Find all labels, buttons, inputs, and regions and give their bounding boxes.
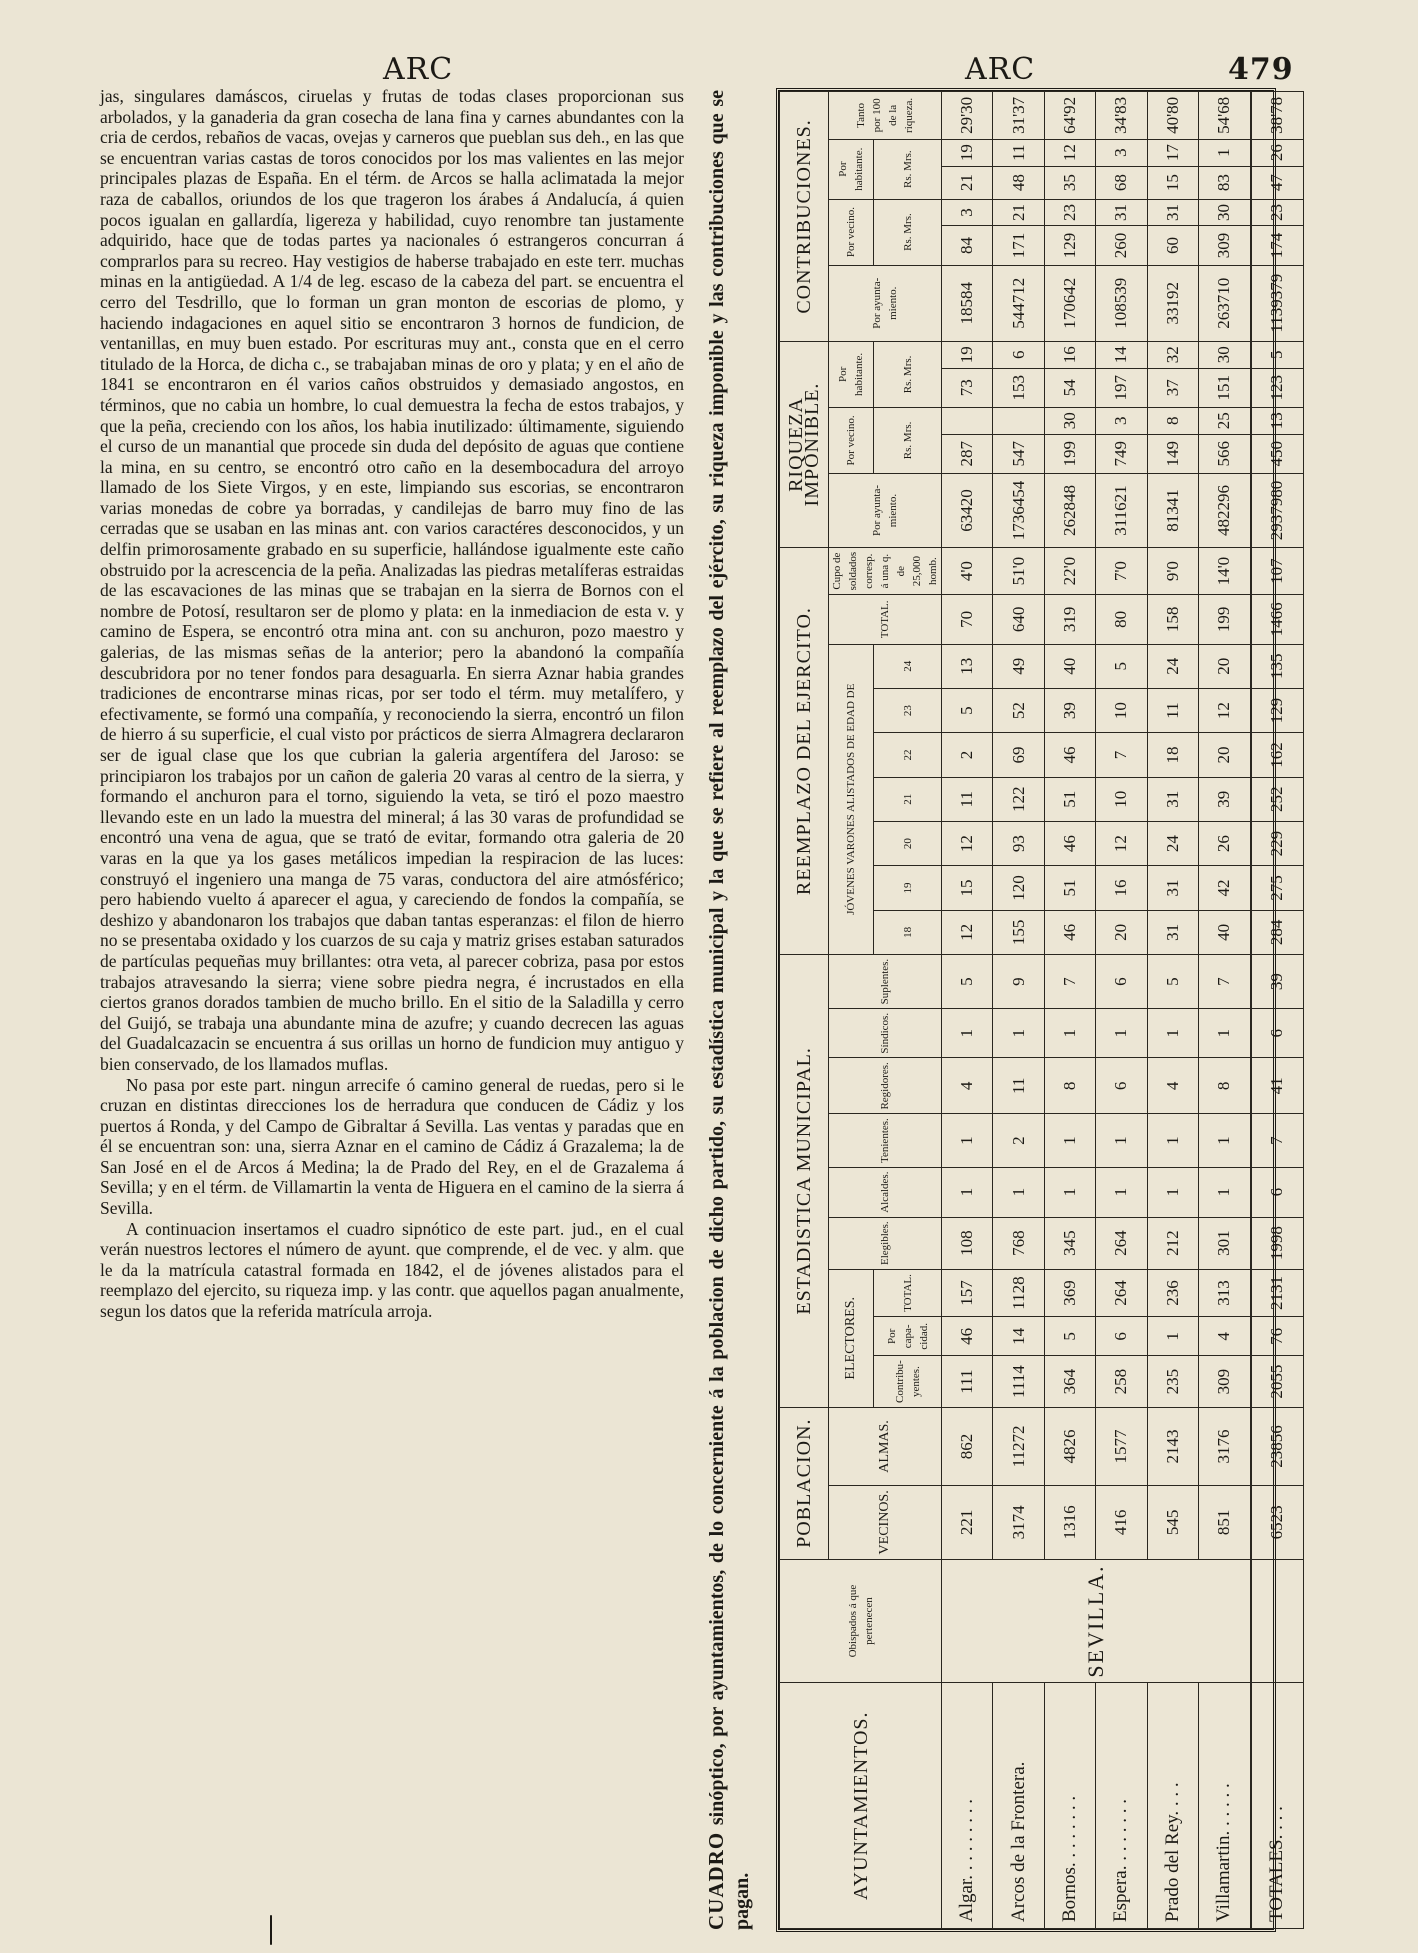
cell-r_ve_m: 30 (1044, 407, 1095, 434)
totals-label: TOTALES. . . . (1251, 1683, 1304, 1929)
print-mark (270, 1915, 272, 1945)
cell-reg: 8 (1044, 1058, 1095, 1114)
cell-r_ha: 37 (1147, 368, 1198, 407)
cell-c_ay: 33192 (1147, 265, 1198, 341)
municipality-name: Bornos. . . . . . . . (1044, 1683, 1095, 1929)
cell-a19: 15 (942, 866, 993, 910)
cell-tot: 2131 (1251, 1269, 1304, 1316)
cell-contrib: 364 (1044, 1356, 1095, 1407)
totals-row (1251, 92, 1304, 1929)
cell-tanto: 38'78 (1251, 92, 1304, 140)
cell-a22: 20 (1198, 733, 1251, 777)
cell-c_ay: 544712 (993, 265, 1044, 341)
cell-a23: 12 (1198, 688, 1251, 732)
cell-a21: 39 (1198, 777, 1251, 821)
cell-c_ve: 60 (1147, 226, 1198, 265)
cell-a21: 252 (1251, 777, 1304, 821)
cell-r_ha: 73 (942, 368, 993, 407)
cell-r_ay: 262848 (1044, 473, 1095, 547)
cell-contrib: 309 (1198, 1356, 1251, 1407)
cell-r_ha_m: 19 (942, 341, 993, 368)
cell-a22: 162 (1251, 733, 1304, 777)
cell-r_ha: 153 (993, 368, 1044, 407)
header-estadistica: ESTADISTICA MUNICIPAL. (780, 954, 829, 1407)
cell-atot: 1466 (1251, 595, 1304, 645)
header-contribuciones: CONTRIBUCIONES. (780, 92, 829, 342)
header-total-alistados: TOTAL. (829, 595, 942, 645)
cell-contrib: 235 (1147, 1356, 1198, 1407)
cell-sin: 1 (1198, 1009, 1251, 1058)
cell-a18: 40 (1198, 910, 1251, 954)
cell-tot: 369 (1044, 1269, 1095, 1316)
cell-atot: 80 (1096, 595, 1147, 645)
header-riqueza: RIQUEZA IMPONIBLE. (780, 341, 829, 547)
cell-a20: 229 (1251, 821, 1304, 865)
cell-r_ha_m: 14 (1096, 341, 1147, 368)
header-tanto-por-ciento: Tanto por 100 de la riqueza. (829, 92, 942, 140)
cell-r_ay: 63420 (942, 473, 993, 547)
cell-a24: 20 (1198, 644, 1251, 688)
cell-ten: 1 (1198, 1114, 1251, 1167)
cell-sup: 7 (1198, 954, 1251, 1008)
cell-cap: 5 (1044, 1317, 1095, 1356)
cell-a23: 10 (1096, 688, 1147, 732)
cell-reg: 4 (1147, 1058, 1198, 1114)
cell-a21: 31 (1147, 777, 1198, 821)
cell-alm: 3176 (1198, 1407, 1251, 1485)
table-row (942, 92, 993, 1929)
cell-r_ha_m: 32 (1147, 341, 1198, 368)
header-reemplazo: REEMPLAZO DEL EJERCITO. (780, 548, 829, 955)
cell-c_ve: 309 (1198, 226, 1251, 265)
header-contrib-habitante: Por habitante. (829, 139, 874, 199)
cell-ten: 1 (942, 1114, 993, 1167)
cell-atot: 158 (1147, 595, 1198, 645)
cell-a22: 7 (1096, 733, 1147, 777)
cell-r_ha: 151 (1198, 368, 1251, 407)
header-rs-mrs: Rs. Mrs. (874, 341, 942, 407)
cell-a20: 93 (993, 821, 1044, 865)
cell-r_ha: 197 (1096, 368, 1147, 407)
cell-a18: 284 (1251, 910, 1304, 954)
cell-r_ve_m (993, 407, 1044, 434)
cell-tot: 236 (1147, 1269, 1198, 1316)
cell-r_ve: 547 (993, 434, 1044, 473)
cell-c_ve_m: 31 (1096, 199, 1147, 226)
cell-cupo: 4'0 (942, 548, 993, 595)
cell-r_ha: 54 (1044, 368, 1095, 407)
cell-alc: 1 (942, 1167, 993, 1217)
cell-c_ha: 21 (942, 166, 993, 199)
cell-a19: 42 (1198, 866, 1251, 910)
cell-sin: 1 (942, 1009, 993, 1058)
cell-reg: 8 (1198, 1058, 1251, 1114)
cell-ten: 1 (1096, 1114, 1147, 1167)
cell-sup: 5 (1147, 954, 1198, 1008)
cell-c_ha: 83 (1198, 166, 1251, 199)
header-obispado: Obispados á que pertenecen (780, 1559, 942, 1683)
cell-c_ha_m: 11 (993, 139, 1044, 166)
cell-alc: 1 (1198, 1167, 1251, 1217)
cell-alc: 1 (1096, 1167, 1147, 1217)
header-por-capacidad: Por capa-cidad. (874, 1317, 942, 1356)
cell-vec: 6523 (1251, 1486, 1304, 1559)
header-vecinos: VECINOS. (829, 1486, 942, 1559)
cell-cap: 14 (993, 1317, 1044, 1356)
cell-r_ay: 81341 (1147, 473, 1198, 547)
cell-atot: 70 (942, 595, 993, 645)
cell-c_ay: 170642 (1044, 265, 1095, 341)
cell-c_ay: 263710 (1198, 265, 1251, 341)
cell-c_ay: 1139379 (1251, 265, 1304, 341)
cell-sin: 1 (1044, 1009, 1095, 1058)
cell-sin: 1 (1096, 1009, 1147, 1058)
cell-a19: 16 (1096, 866, 1147, 910)
cell-a22: 18 (1147, 733, 1198, 777)
cell-eleg: 345 (1044, 1217, 1095, 1269)
cell-eleg: 212 (1147, 1217, 1198, 1269)
cell-alm: 1577 (1096, 1407, 1147, 1485)
cell-vec: 545 (1147, 1486, 1198, 1559)
page-number: 479 (1228, 52, 1294, 87)
cell-a22: 69 (993, 733, 1044, 777)
cell-reg: 4 (942, 1058, 993, 1114)
cell-vec: 221 (942, 1486, 993, 1559)
cell-cap: 76 (1251, 1317, 1304, 1356)
body-text-column (100, 86, 684, 1322)
header-age-22: 22 (874, 733, 942, 777)
cell-eleg: 1998 (1251, 1217, 1304, 1269)
cell-c_ha_m: 1 (1198, 139, 1251, 166)
cell-sin: 6 (1251, 1009, 1304, 1058)
cell-tot: 1128 (993, 1269, 1044, 1316)
cell-cupo: 22'0 (1044, 548, 1095, 595)
cell-cupo: 107 (1251, 548, 1304, 595)
paragraph: jas, singulares damáscos, ciruelas y frutas de todas clases proporcionan sus arbolados, y la ganaderia da gran cosecha de lana fina y carnes abundantes con la cria de cerdos, rebaños de vacas, ovejas y carneros que pueblan sus deh., en las que se encuentran varias castas de toros conocidos por los mas valientes en las mejor principales plazas de España. En el térm. de Arcos se halla aclimatada la mejor raza de caballos, oriundos de los que trageron los árabes á Andalucía, á quien pocos igualan en gallardía, ligereza y habilidad, cuyo renombre tan justamente adquirido, hace que de todas partes ya nacionales ó estrangeros concurran á comprarlos para su recreo. Hay vestigios de haberse trabajado en este terr. muchas minas en la antigüedad. A 1/4 de leg. escaso de la cabeza del part. se encuentra el cerro del Tesdrillo, que lo forman un gran monton de escorias de plomo, y haciendo indagaciones en aquel sitio se encontraron 3 hornos de fundicion, de ventanillas, en muy buen estado. Por escrituras muy ant., consta que en el cerro titulado de la Horca, de dicha c., se trabajaban minas de oro y plata; y en el año de 1841 se encontraron en él varios caños obstruidos y demasiado angostos, en términos, que no cabia un hombre, lo cual demuestra la fecha de estos trabajos, y que la peña, creciendo con los años, los habia inutilizado: últimamente, siguiendo el curso de un manantial que procede sin duda del depósito de aguas que contiene la mina, en su centro, se encontró otro caño en la desembocadura del arroyo llamado de los Siete Virgos, y en este, limpiando sus escorias, se encontraron varias monedas de cobre ya borradas, y candilejas de barro muy fino de las cerradas que se usaban en las minas ant. con varios caractéres desconocidos, y un delfin primorosamente grabado en su superficie, hallándose igualmente este caño obstruido por la acrescencia de la peña. Analizadas las piedras metalíferas estraidas de las escavaciones de las minas que se trabajan en la sierra de Bornos con el nombre de Potosí, resultaron ser de plomo y plata: en la inmediacion de esta v. y camino de Espera, se encontró otra mina ant. con su anchuron, pozo maestro y galerias, de las mismas señas de la anterior; pero la abandonó la compañía descubridora por no tener fondos para desaguarla. En sierra Aznar habia grandes tradiciones de encontrarse minas ricas, por ser todo el térm. muy metalífero, y efectivamente, se formó una compañía, y reconociendo la sierra, encontró un filon de hierro á su superficie, el cual visto por prácticos de sierra Almagrera declararon ser de igual clase que los que cubrian la galeria argentífera del Jaroso: se principiaron los trabajos por un cañon de galeria 20 varas al centro de la sierra, y formando el anchuron para el torno, siguiendo la veta, se tiró el pozo maestro llevando este en un lado la muestra del mineral; á las 30 varas de profundidad se encontró una vena de agua, que se trató de evitar, formando otra galeria de 20 varas en la que ya los gases metálicos impedian la respiracion de las luces: construyó el ingeniero una manga de 75 varas, conductora del aire atmósférico; pero habiendo vuelto á aparecer el agua, y careciendo de fondos la compañía, se deshizo y abandonaron los trabajos que daban tantas esperanzas: el filon de hierro no se presentaba oxidado y los cuarzos de su caja y matriz grises estaban saturados de partículas pequeñas muy brillantes: otra veta, al parecer cobriza, pasa por estos trabajos atravesando la sierra; viene sobre piedra negra, é incrustados en ella ciertos granos dorados tambien de mucho brillo. En el sitio de la Saladilla y cerro del Guijó, se trabaja una abundante mina de azufre; y cuando decrecen las aguas del Guadalcazacin se encuentra á sus orillas un horno de fundicion muy antiguo y bien conservado, de los llamados muflas. (100, 86, 684, 1074)
cell-tanto: 64'92 (1044, 92, 1095, 140)
cell-tanto: 29'30 (942, 92, 993, 140)
header-age-18: 18 (874, 910, 942, 954)
cell-alm: 2143 (1147, 1407, 1198, 1485)
cell-c_ha_m: 19 (942, 139, 993, 166)
cell-a20: 12 (942, 821, 993, 865)
header-jovenes: JÓVENES VARONES ALISTADOS DE EDAD DE (829, 644, 874, 954)
cell-c_ve: 174 (1251, 226, 1304, 265)
cell-alc: 6 (1251, 1167, 1304, 1217)
cell-a21: 51 (1044, 777, 1095, 821)
cell-a20: 46 (1044, 821, 1095, 865)
cell-r_ay: 1736454 (993, 473, 1044, 547)
cell-c_ay: 18584 (942, 265, 993, 341)
cell-c_ve: 260 (1096, 226, 1147, 265)
cell-c_ve_m: 3 (942, 199, 993, 226)
cell-a24: 49 (993, 644, 1044, 688)
cell-a24: 5 (1096, 644, 1147, 688)
header-suplentes: Suplentes. (829, 954, 942, 1008)
cell-cap: 1 (1147, 1317, 1198, 1356)
cell-c_ha_m: 12 (1044, 139, 1095, 166)
header-contrib-ayuntamiento: Por ayunta-miento. (829, 265, 942, 341)
header-riqueza-habitante: Por habitante. (829, 341, 874, 407)
cell-r_ha_m: 5 (1251, 341, 1304, 368)
cell-c_ha: 35 (1044, 166, 1095, 199)
cell-a18: 20 (1096, 910, 1147, 954)
cell-eleg: 301 (1198, 1217, 1251, 1269)
header-alcaldes: Alcaldes. (829, 1167, 942, 1217)
cell-a23: 39 (1044, 688, 1095, 732)
cell-c_ha_m: 17 (1147, 139, 1198, 166)
cell-a18: 12 (942, 910, 993, 954)
caption-text: sinóptico, por ayuntamientos, de lo concerniente á la poblacion de dicho partido, su estadística municipal y la que se refiere al reemplazo del ejército, su riqueza imponible y las contribuciones que se pagan. (706, 90, 753, 1930)
cell-a23: 129 (1251, 688, 1304, 732)
cell-atot: 640 (993, 595, 1044, 645)
cell-sin: 1 (1147, 1009, 1198, 1058)
cell-c_ve_m: 30 (1198, 199, 1251, 226)
header-rs-mrs: Rs. Mrs. (874, 407, 942, 473)
cell-cupo: 14'0 (1198, 548, 1251, 595)
blank-cell (1251, 1559, 1304, 1683)
cell-tanto: 40'80 (1147, 92, 1198, 140)
cell-alc: 1 (1044, 1167, 1095, 1217)
cell-ten: 1 (1044, 1114, 1095, 1167)
municipality-name: Algar. . . . . . . . . (942, 1683, 993, 1929)
cell-tanto: 31'37 (993, 92, 1044, 140)
cell-alm: 23856 (1251, 1407, 1304, 1485)
cell-r_ay: 311621 (1096, 473, 1147, 547)
cell-tot: 157 (942, 1269, 993, 1316)
header-age-24: 24 (874, 644, 942, 688)
header-ayuntamientos: AYUNTAMIENTOS. (780, 1683, 942, 1929)
cell-c_ve_m: 31 (1147, 199, 1198, 226)
cell-r_ha_m: 6 (993, 341, 1044, 368)
cell-c_ve: 171 (993, 226, 1044, 265)
cell-r_ha_m: 16 (1044, 341, 1095, 368)
cell-c_ha_m: 3 (1096, 139, 1147, 166)
header-age-19: 19 (874, 866, 942, 910)
cell-contrib: 1114 (993, 1356, 1044, 1407)
cell-a24: 40 (1044, 644, 1095, 688)
cell-r_ve_m: 8 (1147, 407, 1198, 434)
synoptic-table-frame (776, 88, 1288, 1932)
cell-c_ve_m: 21 (993, 199, 1044, 226)
cell-alm: 4826 (1044, 1407, 1095, 1485)
header-electores: ELECTORES. (829, 1269, 874, 1407)
header-contribuyentes: Contribu-yentes. (874, 1356, 942, 1407)
synoptic-table (779, 91, 1304, 1929)
cell-a19: 275 (1251, 866, 1304, 910)
header-poblacion: POBLACION. (780, 1407, 829, 1559)
cell-cap: 46 (942, 1317, 993, 1356)
running-head-right: ARC (965, 52, 1036, 87)
cell-atot: 199 (1198, 595, 1251, 645)
header-age-23: 23 (874, 688, 942, 732)
cell-a21: 122 (993, 777, 1044, 821)
cell-c_ha: 68 (1096, 166, 1147, 199)
cell-reg: 6 (1096, 1058, 1147, 1114)
cell-a18: 155 (993, 910, 1044, 954)
paragraph: No pasa por este part. ningun arrecife ó camino general de ruedas, pero si le cruzan en distintas direcciones los de herradura que conducen de Cádiz y los puertos á Ronda, y del Campo de Gibraltar á Sevilla. Las ventas y paradas que en él se encuentran son: una, sierra Aznar en el camino de Cádiz á Grazalema; la de San José en el de Arcos á Medina; la de Prado del Rey, en el de Grazalema á Sevilla; y en el térm. de Villamartin la venta de Higuera en el camino de la sierra á Sevilla. (100, 1074, 684, 1219)
cell-r_ve: 450 (1251, 434, 1304, 473)
header-age-21: 21 (874, 777, 942, 821)
cell-alc: 1 (1147, 1167, 1198, 1217)
cell-a22: 46 (1044, 733, 1095, 777)
cell-cap: 4 (1198, 1317, 1251, 1356)
cell-eleg: 768 (993, 1217, 1044, 1269)
header-cupo: Cupo de soldados corresp. á una q. de 25,000 homb. (829, 548, 942, 595)
cell-sup: 39 (1251, 954, 1304, 1008)
cell-a19: 51 (1044, 866, 1095, 910)
cell-c_ha: 48 (993, 166, 1044, 199)
table-body (942, 92, 1304, 1929)
cell-alm: 862 (942, 1407, 993, 1485)
header-sindicos: Síndicos. (829, 1009, 942, 1058)
cell-r_ay: 2937980 (1251, 473, 1304, 547)
cell-a23: 5 (942, 688, 993, 732)
header-riqueza-ayuntamiento: Por ayunta-miento. (829, 473, 942, 547)
cell-r_ve_m: 13 (1251, 407, 1304, 434)
cell-a19: 120 (993, 866, 1044, 910)
header-rs-mrs: Rs. Mrs. (874, 139, 942, 199)
header-almas: ALMAS. (829, 1407, 942, 1485)
cell-vec: 1316 (1044, 1486, 1095, 1559)
cell-eleg: 108 (942, 1217, 993, 1269)
header-total-electores: TOTAL. (874, 1269, 942, 1316)
caption-lead: CUADRO (704, 1831, 728, 1930)
cell-a24: 135 (1251, 644, 1304, 688)
cell-vec: 3174 (993, 1486, 1044, 1559)
cell-r_ha: 123 (1251, 368, 1304, 407)
cell-sup: 9 (993, 954, 1044, 1008)
cell-eleg: 264 (1096, 1217, 1147, 1269)
municipality-name: Villamartin. . . . . . (1198, 1683, 1251, 1929)
header-age-20: 20 (874, 821, 942, 865)
cell-a21: 11 (942, 777, 993, 821)
cell-cupo: 7'0 (1096, 548, 1147, 595)
cell-atot: 319 (1044, 595, 1095, 645)
header-tenientes: Tenientes. (829, 1114, 942, 1167)
cell-tot: 313 (1198, 1269, 1251, 1316)
cell-a21: 10 (1096, 777, 1147, 821)
cell-reg: 41 (1251, 1058, 1304, 1114)
cell-r_ve: 566 (1198, 434, 1251, 473)
running-head-left: ARC (383, 52, 454, 87)
municipality-name: Espera. . . . . . . . (1096, 1683, 1147, 1929)
cell-contrib: 111 (942, 1356, 993, 1407)
cell-a22: 2 (942, 733, 993, 777)
cell-contrib: 2055 (1251, 1356, 1304, 1407)
header-riqueza-vecino: Por vecino. (829, 407, 874, 473)
cell-a18: 31 (1147, 910, 1198, 954)
cell-r_ve: 749 (1096, 434, 1147, 473)
cell-a24: 13 (942, 644, 993, 688)
header-contrib-vecino: Por vecino. (829, 199, 874, 265)
province-cell: SEVILLA. (942, 1559, 1251, 1683)
cell-r_ve: 287 (942, 434, 993, 473)
cell-a24: 24 (1147, 644, 1198, 688)
cell-r_ha_m: 30 (1198, 341, 1251, 368)
cell-r_ve_m: 25 (1198, 407, 1251, 434)
cell-a20: 12 (1096, 821, 1147, 865)
cell-c_ay: 108539 (1096, 265, 1147, 341)
cell-reg: 11 (993, 1058, 1044, 1114)
cell-a23: 11 (1147, 688, 1198, 732)
cell-sup: 6 (1096, 954, 1147, 1008)
cell-c_ha_m: 26 (1251, 139, 1304, 166)
cell-contrib: 258 (1096, 1356, 1147, 1407)
cell-ten: 1 (1147, 1114, 1198, 1167)
municipality-name: Arcos de la Frontera. (993, 1683, 1044, 1929)
cell-r_ve: 149 (1147, 434, 1198, 473)
cell-c_ve: 129 (1044, 226, 1095, 265)
cell-c_ha: 15 (1147, 166, 1198, 199)
cell-a18: 46 (1044, 910, 1095, 954)
header-rs-mrs: Rs. Mrs. (874, 199, 942, 265)
cell-cap: 6 (1096, 1317, 1147, 1356)
cell-cupo: 9'0 (1147, 548, 1198, 595)
cell-c_ve_m: 23 (1044, 199, 1095, 226)
cell-a23: 52 (993, 688, 1044, 732)
cell-sup: 7 (1044, 954, 1095, 1008)
cell-ten: 7 (1251, 1114, 1304, 1167)
cell-r_ve_m (942, 407, 993, 434)
cell-a19: 31 (1147, 866, 1198, 910)
table-caption (704, 90, 756, 1930)
cell-c_ve: 84 (942, 226, 993, 265)
cell-tanto: 34'83 (1096, 92, 1147, 140)
cell-r_ve: 199 (1044, 434, 1095, 473)
cell-a20: 24 (1147, 821, 1198, 865)
cell-cupo: 51'0 (993, 548, 1044, 595)
municipality-name: Prado del Rey. . . . (1147, 1683, 1198, 1929)
cell-c_ve_m: 23 (1251, 199, 1304, 226)
header-regidores: Regidores. (829, 1058, 942, 1114)
cell-r_ve_m: 3 (1096, 407, 1147, 434)
cell-vec: 416 (1096, 1486, 1147, 1559)
cell-ten: 2 (993, 1114, 1044, 1167)
cell-sin: 1 (993, 1009, 1044, 1058)
cell-sup: 5 (942, 954, 993, 1008)
cell-alm: 11272 (993, 1407, 1044, 1485)
cell-r_ay: 482296 (1198, 473, 1251, 547)
cell-a20: 26 (1198, 821, 1251, 865)
header-elegibles: Elegibles. (829, 1217, 942, 1269)
paragraph: A continuacion insertamos el cuadro sipnótico de este part. jud., en el cual verán nuestros lectores el número de ayunt. que comprende, el de vec. y alm. que le da la matrícula catastral formada en 1842, el de jóvenes alistados para el reemplazo del ejercito, su riqueza imp. y las contr. que aquellos pagan anualmente, segun los datos que la referida matrícula arroja. (100, 1218, 684, 1322)
cell-alc: 1 (993, 1167, 1044, 1217)
cell-tanto: 54'68 (1198, 92, 1251, 140)
cell-vec: 851 (1198, 1486, 1251, 1559)
cell-c_ha: 47 (1251, 166, 1304, 199)
cell-tot: 264 (1096, 1269, 1147, 1316)
